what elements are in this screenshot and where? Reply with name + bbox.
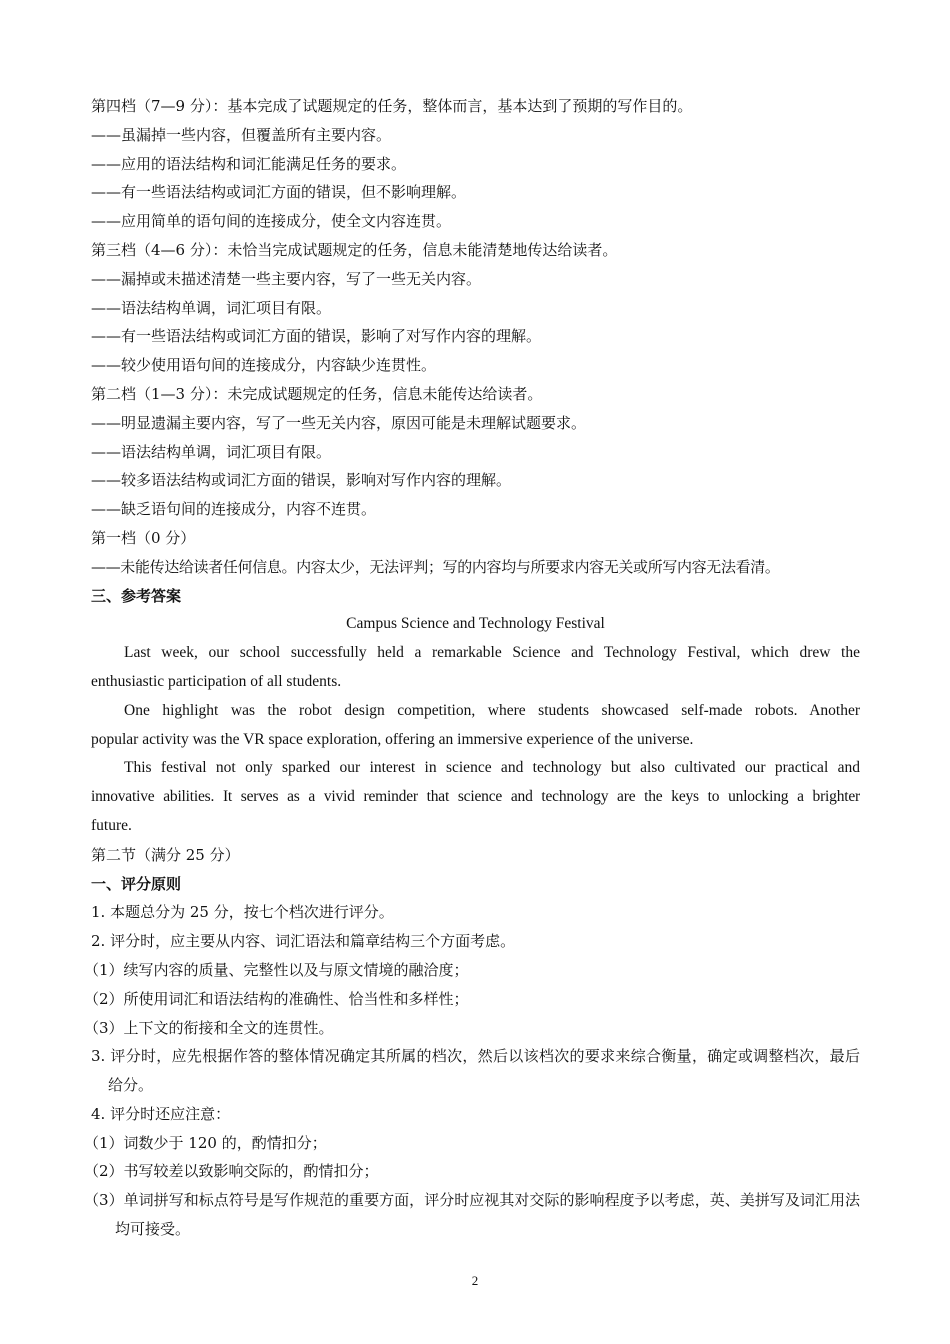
- essay-paragraph-1-line-1: Last week, our school successfully held a remarkable Science and Technology Festival, which drew the: [124, 644, 860, 662]
- section2-title: 第二节（满分 25 分）: [91, 845, 240, 864]
- rule-2: 2. 评分时，应主要从内容、词汇语法和篇章结构三个方面考虑。: [91, 932, 516, 951]
- essay-title: Campus Science and Technology Festival: [346, 615, 605, 633]
- grade2-item: ——较多语法结构或词汇方面的错误，影响对写作内容的理解。: [91, 471, 512, 490]
- essay-paragraph-3-line-2: innovative abilities. It serves as a vivid reminder that science and technology are the keys to unlocking a brighter: [91, 788, 860, 806]
- rule-4-sub-2: （2）书写较差以致影响交际的，酌情扣分；: [84, 1162, 379, 1181]
- grade3-item: ——有一些语法结构或词汇方面的错误，影响了对写作内容的理解。: [91, 327, 542, 346]
- essay-paragraph-2-line-2: popular activity was the VR space exploration, offering an immersive experience of the universe.: [91, 730, 694, 748]
- grade4-item: ——应用的语法结构和词汇能满足任务的要求。: [91, 154, 407, 173]
- grade4-item: ——有一些语法结构或词汇方面的错误，但不影响理解。: [91, 183, 467, 202]
- grade3-item: ——语法结构单调，词汇项目有限。: [91, 298, 332, 317]
- rule-2-sub-1: （1）续写内容的质量、完整性以及与原文情境的融洽度；: [84, 960, 469, 979]
- grade2-item: ——语法结构单调，词汇项目有限。: [91, 442, 332, 461]
- grade4-item: ——虽漏掉一些内容，但覆盖所有主要内容。: [91, 125, 392, 144]
- grade3-title: 第三档（4—6 分）：未恰当完成试题规定的任务，信息未能清楚地传达给读者。: [91, 240, 618, 259]
- rule-3: 3. 评分时，应先根据作答的整体情况确定其所属的档次，然后以该档次的要求来综合衡量，确定或调整档次，最后给分。: [91, 1047, 860, 1095]
- essay-paragraph-3-line-1: This festival not only sparked our interest in science and technology but also cultivated our practical and: [124, 759, 860, 777]
- grade4-item: ——应用简单的语句间的连接成分，使全文内容连贯。: [91, 212, 452, 231]
- grade3-item: ——漏掉或未描述清楚一些主要内容，写了一些无关内容。: [91, 269, 482, 288]
- grade1-item: ——未能传达给读者任何信息。内容太少，无法评判；写的内容均与所要求内容无关或所写内容无法看清。: [91, 557, 780, 576]
- page-content: [84, 92, 860, 1244]
- grade1-title: 第一档（0 分）: [91, 528, 196, 547]
- essay-paragraph-3-line-3: future.: [91, 816, 132, 834]
- grade2-item: ——明显遗漏主要内容，写了一些无关内容，原因可能是未理解试题要求。: [91, 413, 587, 432]
- essay-paragraph-2-line-1: One highlight was the robot design competition, where students showcased self-made robots. Another: [124, 701, 860, 719]
- rule-1: 1. 本题总分为 25 分，按七个档次进行评分。: [91, 903, 394, 922]
- grade3-item: ——较少使用语句间的连接成分，内容缺少连贯性。: [91, 356, 437, 375]
- page-number: 2: [471, 1273, 479, 1288]
- grade2-title: 第二档（1—3 分）：未完成试题规定的任务，信息未能传达给读者。: [91, 384, 543, 403]
- scoring-principle-heading: 一、评分原则: [91, 874, 182, 893]
- rule-4-sub-3: （3）单词拼写和标点符号是写作规范的重要方面，评分时应视其对交际的影响程度予以考虑，英、美拼写及词汇用法均可接受。: [84, 1191, 860, 1239]
- essay-paragraph-1-line-2: enthusiastic participation of all students.: [91, 672, 342, 690]
- rule-2-sub-2: （2）所使用词汇和语法结构的准确性、恰当性和多样性；: [84, 989, 469, 1008]
- rule-4: 4. 评分时还应注意：: [91, 1104, 231, 1123]
- grade4-title: 第四档（7—9 分）：基本完成了试题规定的任务，整体而言，基本达到了预期的写作目的。: [91, 97, 693, 115]
- rule-2-sub-3: （3）上下文的衔接和全文的连贯性。: [84, 1018, 334, 1037]
- rule-4-sub-1: （1）词数少于 120 的，酌情扣分；: [84, 1133, 327, 1152]
- grade2-item: ——缺乏语句间的连接成分，内容不连贯。: [91, 500, 377, 519]
- answer-heading: 三、参考答案: [91, 586, 182, 605]
